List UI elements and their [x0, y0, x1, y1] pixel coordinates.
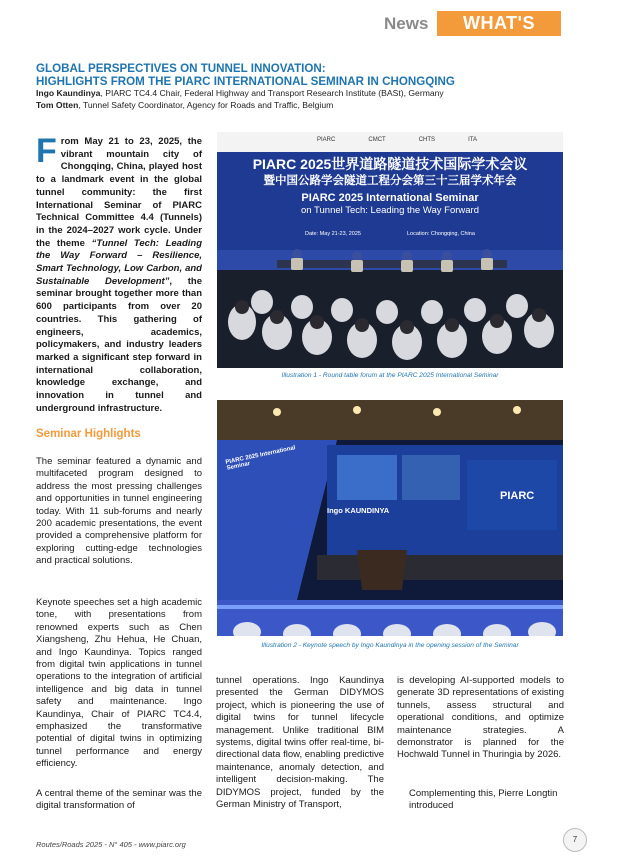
- title-line-1: GLOBAL PERSPECTIVES ON TUNNEL INNOVATION:: [36, 62, 326, 75]
- banner-cn-line-1: PIARC 2025世界道路隧道技术国际学术会议: [252, 156, 528, 172]
- paragraph-2: Keynote speeches set a high academic tone, with presentations from renowned experts such as Chen Xiangsheng, Zhu Hehua, He Chuan, and Ingo Kaundinya. Topics ranged from digital twin applications in tunnel operations to the integration of artificial intelligence and big data in tunnel safety and maintenance. Ingo Kaundinya, Chair of PIARC TC4.4, emphasized the transformative potential of digital twins in optimizing tunnel performance and energy efficiency.: [36, 597, 202, 770]
- caption-illustration-1: Illustration 1 - Round table forum at the PIARC 2025 International Seminar: [281, 372, 499, 379]
- caption-illustration-2: Illustration 2 - Keynote speech by Ingo Kaundinya in the opening session of the Seminar: [261, 642, 519, 649]
- logo-chts: CHTS: [418, 137, 436, 143]
- paragraph-1: The seminar featured a dynamic and multifaceted program designed to address the most pressing challenges and opportunities in tunnel engineering today. With 11 sub-forums and nearly 200 academic presentations, the event provided a comprehensive platform for exploring cutting-edge technologies and practical solutions.: [36, 456, 202, 567]
- seminar-highlights-heading: Seminar Highlights: [36, 428, 141, 440]
- logo-cmct: CMCT: [368, 137, 386, 143]
- section-label: News: [384, 14, 429, 33]
- screen-speaker-name: Ingo KAUNDINYA: [327, 506, 390, 515]
- banner-date: Date: May 21-23, 2025: [305, 231, 361, 237]
- sponsor-logos: [317, 137, 477, 149]
- lead-text: rom May 21 to 23, 2025, the vibrant mountain city of Chongqing, China, played host to a landmark event in the global tunnel community: the first International Seminar of PIARC Technical Committee 4.4 (Tunnels) in the 2024–2027 work cycle. Under the theme: [36, 136, 202, 249]
- column-3-text-b: Complementing this, Pierre Longtin introduced: [409, 788, 558, 812]
- lead-paragraph: [36, 132, 202, 415]
- author-2-role: , Tunnel Safety Coordinator, Agency for Roads and Traffic, Belgium: [78, 99, 334, 110]
- screen-logo: PIARC: [500, 490, 535, 502]
- banner-location: Location: Chongqing, China: [407, 231, 475, 237]
- photo-round-table: [217, 132, 563, 368]
- banner-en-line-2: on Tunnel Tech: Leading the Way Forward: [301, 205, 479, 216]
- author-1-role: , PIARC TC4.4 Chair, Federal Highway and Transport Research Institute (BASt), Germany: [100, 88, 444, 98]
- column-3-text-a: is developing AI-supported models to generate 3D representations of existing tunnels, assess structural and operational conditions, and optimize maintenance strategies. A demonstrator is planned for the Hochwald Tunnel in Thuringia by 2026.: [397, 675, 564, 761]
- author-1-name: Ingo Kaundinya: [36, 88, 101, 98]
- title-line-2: HIGHLIGHTS FROM THE PIARC INTERNATIONAL SEMINAR IN CHONGQING: [36, 75, 455, 88]
- authors: [36, 88, 596, 111]
- author-1: [36, 88, 596, 100]
- whats-new-badge: WHAT'S NEW?: [437, 11, 561, 36]
- photo-keynote: [217, 400, 563, 636]
- paragraph-3: A central theme of the seminar was the digital transformation of: [36, 788, 202, 812]
- banner-en-line-1: PIARC 2025 International Seminar: [301, 192, 479, 204]
- logo-piarc: PIARC: [317, 137, 336, 143]
- banner-cn-line-2: 暨中国公路学会隧道工程分会第三十三届学术年会: [263, 175, 517, 187]
- dropcap: F: [36, 132, 57, 170]
- author-2-name: Tom Otten: [36, 99, 79, 110]
- lead-theme: “Tunnel Tech: Leading the Way Forward – Resilience, Smart Technology, Low Carbon, and Sustainable Development”: [36, 237, 202, 287]
- logo-ita: ITA: [468, 137, 477, 143]
- screen-title: PIARC 2025 International Seminar: [225, 445, 297, 472]
- article-title: [36, 62, 596, 88]
- column-2-text: tunnel operations. Ingo Kaundinya presented the German DIDYMOS project, which is pioneering the use of digital twins for tunnel lifecycle management. Unlike traditional BIM systems, digital twins offer real-time, bi-directional data flow, enabling predictive maintenance, anomaly detection, and intelligent decision-making. The DIDYMOS project, funded by the German Ministry of Transport,: [216, 675, 384, 811]
- footer-citation: Routes/Roads 2025 - N° 405 - www.piarc.org: [36, 840, 186, 849]
- page-number: 7: [563, 828, 587, 852]
- lead-text-2: , the seminar brought together more than 600 participants from over 20 countries. This gathering of engineers, academics, policymakers, and industry leaders marked a significant step forward in international collaboration, knowledge exchange, and innovation in tunnel and underground infrastructure.: [36, 275, 202, 414]
- author-2: [36, 100, 596, 112]
